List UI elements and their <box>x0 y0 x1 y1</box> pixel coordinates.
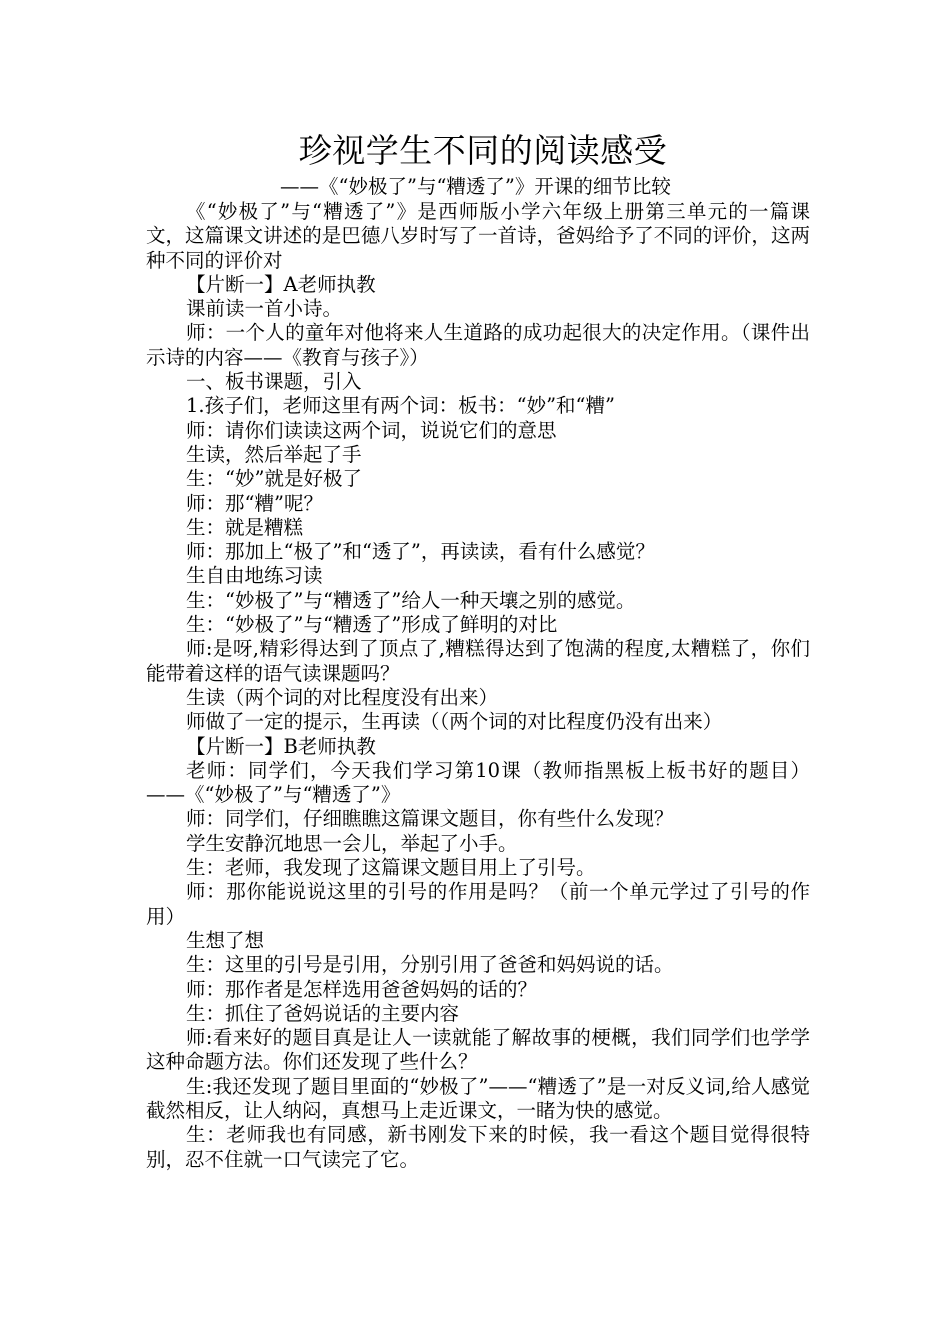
paragraph: 学生安静沉地思一会儿，举起了小手。 <box>186 831 518 855</box>
paragraph: 生：抓住了爸妈说话的主要内容 <box>186 1001 460 1025</box>
document-title: 珍视学生不同的阅读感受 <box>298 131 668 170</box>
paragraph: 师:是呀,精彩得达到了顶点了,糟糕得达到了饱满的程度,太糟糕了，你们能带着这样的语气读课题吗？ <box>146 637 810 685</box>
paragraph: 师做了一定的提示，生再读（（两个词的对比程度仍没有出来） <box>186 710 723 734</box>
paragraph: 生想了想 <box>186 928 265 952</box>
paragraph: 师：那作者是怎样选用爸爸妈妈的话的？ <box>186 977 538 1001</box>
paragraph: 师：那加上“极了”和“透了”，再读读，看有什么感觉？ <box>186 540 655 564</box>
paragraph: 生：老师，我发现了这篇课文题目用上了引号。 <box>186 856 596 880</box>
document-body <box>146 200 810 1172</box>
paragraph: 生读，然后举起了手 <box>186 442 362 466</box>
paragraph: 生：这里的引号是引用，分别引用了爸爸和妈妈说的话。 <box>186 953 674 977</box>
paragraph: 生：“妙极了”与“糟透了”形成了鲜明的对比 <box>186 613 558 637</box>
paragraph: 生：就是糟糕 <box>186 515 304 539</box>
paragraph: 生:我还发现了题目里面的“妙极了”——“糟透了”是一对反义词,给人感觉截然相反，让人纳闷，真想马上走近课文，一睹为快的感觉。 <box>146 1074 810 1122</box>
document-subtitle: ——《“妙极了”与“糟透了”》开课的细节比较 <box>280 175 671 198</box>
paragraph: 【片断一】A老师执教 <box>186 272 376 296</box>
paragraph: 师：请你们读读这两个词，说说它们的意思 <box>186 418 557 442</box>
paragraph: 生自由地练习读 <box>186 564 323 588</box>
paragraph: 生：“妙”就是好极了 <box>186 467 362 491</box>
document-page <box>146 128 810 1172</box>
paragraph: 一、板书课题，引入 <box>186 370 362 394</box>
paragraph: 师：那“糟”呢？ <box>186 491 323 515</box>
paragraph: 老师：同学们，今天我们学习第10课（教师指黑板上板书好的题目）——《“妙极了”与“糟透了”》 <box>146 758 810 807</box>
paragraph: 师：同学们，仔细瞧瞧这篇课文题目，你有些什么发现？ <box>186 807 674 831</box>
paragraph: 《“妙极了”与“糟透了”》是西师版小学六年级上册第三单元的一篇课文，这篇课文讲述的是巴德八岁时写了一首诗，爸妈给予了不同的评价，这两种不同的评价对 <box>146 200 810 272</box>
paragraph: 师：一个人的童年对他将来人生道路的成功起很大的决定作用。（课件出示诗的内容——《教育与孩子》） <box>146 321 810 369</box>
paragraph: 生：“妙极了”与“糟透了”给人一种天壤之别的感觉。 <box>186 588 636 612</box>
paragraph: 师:看来好的题目真是让人一读就能了解故事的梗概，我们同学们也学学这种命题方法。你们还发现了些什么？ <box>146 1026 810 1074</box>
paragraph: 生：老师我也有同感，新书刚发下来的时候，我一看这个题目觉得很特别，忍不住就一口气读完了它。 <box>146 1123 810 1171</box>
paragraph: 生读（两个词的对比程度没有出来） <box>186 685 499 709</box>
paragraph: 师：那你能说说这里的引号的作用是吗？（前一个单元学过了引号的作用） <box>146 880 810 928</box>
paragraph: 【片断一】B老师执教 <box>186 734 376 758</box>
paragraph: 课前读一首小诗。 <box>186 297 343 321</box>
paragraph: 1.孩子们，老师这里有两个词：板书：“妙”和“糟” <box>186 394 615 418</box>
